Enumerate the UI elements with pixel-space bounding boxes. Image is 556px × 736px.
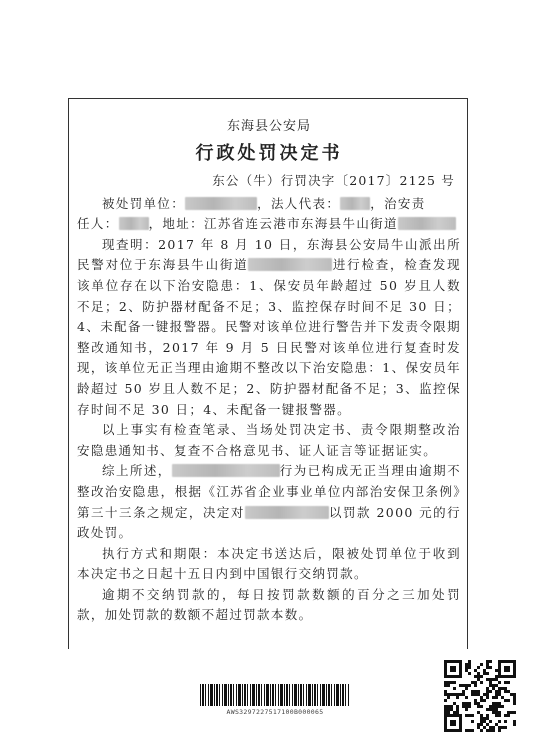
finding-paragraph	[77, 235, 461, 420]
barcode-number: AWS3297227517100B000065	[226, 708, 324, 716]
document-body	[77, 117, 461, 626]
overdue-paragraph: 逾期不交纳罚款的，每日按罚款数额的百分之三加处罚款，加处罚款的数额不超过罚款本数。	[77, 586, 461, 623]
redacted-unit-name-3	[245, 506, 329, 519]
execution-paragraph: 执行方式和期限：本决定书送达后，限被处罚单位于收到本决定书之日起十五日内到中国银行交纳罚款。	[77, 545, 461, 582]
party-label-responsible: ，治安责	[370, 195, 426, 211]
qr-code-icon	[442, 658, 518, 734]
document-page	[68, 98, 468, 649]
party-address: ，地址：江苏省连云港市东海县牛山街道	[148, 216, 398, 232]
redacted-unit-name	[185, 197, 257, 210]
party-label-person: 任人：	[77, 216, 119, 232]
document-title: 行政处罚决定书	[195, 143, 343, 164]
redacted-unit-name-2	[172, 464, 280, 477]
conclusion-paragraph	[77, 461, 461, 543]
issuing-agency: 东海县公安局	[226, 119, 311, 134]
finding-text-2: 进行检查，检查发现该单位存在以下治安隐患：1、保安员年龄超过 50 岁且人数不足；2、防护器材配备不足；3、监控保存时间不足 30 日；4、未配备一键报警器。民警对该单位进行警告并下发责令限期整改通知书，2017 年 9 月 5 日民警对该单位进行复查时发现，该单位无正当理由逾期不整改以下治安隐患：1、保安员年龄超过 50 岁且人数不足；2、防护器材配备不足；3、监控保存时间不足 30 日；4、未配备一键报警器。	[77, 257, 462, 417]
document-number: 东公（牛）行罚决字〔2017〕2125 号	[212, 173, 455, 188]
conclusion-text-2: 行为已构成无正当理由逾期不整改治安隐患，根据《江苏省企业事业单位内部治安保卫条例》第三十三条之规定，决定对	[77, 463, 461, 520]
redacted-legal-rep	[340, 197, 370, 210]
party-paragraph	[77, 194, 461, 215]
redacted-address	[398, 217, 456, 230]
redacted-responsible-person	[119, 217, 149, 230]
conclusion-text-3: 以罚款 2000 元的行政处罚。	[77, 504, 461, 541]
evidence-paragraph: 以上事实有检查笔录、当场处罚决定书、责令限期整改治安隐患通知书、复查不合格意见书、证人证言等证据证实。	[77, 422, 461, 458]
conclusion-text-1: 综上所述，	[102, 463, 172, 479]
party-label-legal-rep: ，法人代表：	[257, 195, 341, 211]
party-label-unit: 被处罚单位：	[102, 195, 186, 211]
party-paragraph-line2	[77, 214, 461, 235]
redacted-location	[248, 258, 332, 271]
finding-text-1: 现查明：2017 年 8 月 10 日，东海县公安局牛山派出所民警对位于东海县牛山街道	[77, 236, 461, 273]
barcode-image	[200, 684, 350, 706]
